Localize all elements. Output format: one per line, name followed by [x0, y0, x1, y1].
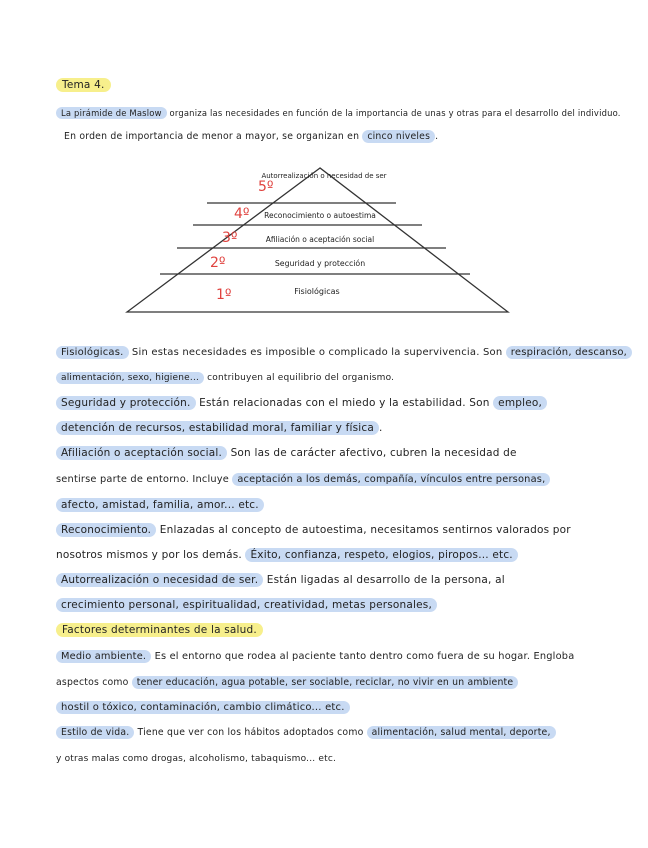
- medio-line-3: hostil o tóxico, contaminación, cambio climático... etc.: [56, 701, 350, 715]
- autorrealizacion-line-1: Autorrealización o necesidad de ser. Están ligadas al desarrollo de la persona, al: [56, 573, 505, 587]
- topic-title: Tema 4.: [56, 78, 111, 92]
- afiliacion-line-1: Afiliación o aceptación social. Son las de carácter afectivo, cubren la necesidad de: [56, 446, 517, 460]
- reconocimiento-line-1: Reconocimiento. Enlazadas al concepto de autoestima, necesitamos sentirnos valorados por: [56, 523, 571, 537]
- level-3-number: 3º: [222, 230, 238, 246]
- level-2-number: 2º: [210, 255, 226, 271]
- level-2-label: Seguridad y protección: [274, 259, 366, 268]
- fisiologicas-line-1: Fisiológicas. Sin estas necesidades es imposible o complicado la supervivencia. Son respiración, descanso,: [56, 346, 632, 360]
- factores-heading: Factores determinantes de la salud.: [56, 623, 263, 637]
- afiliacion-line-2: sentirse parte de entorno. Incluye aceptación a los demás, compañía, vínculos entre personas,: [56, 473, 550, 487]
- medio-line-1: Medio ambiente. Es el entorno que rodea al paciente tanto dentro como fuera de su hogar. Engloba: [56, 650, 574, 664]
- intro-line-1: La pirámide de Maslow organiza las necesidades en función de la importancia de unas y otras para el desarrollo del individuo.: [56, 106, 621, 120]
- medio-line-2: aspectos como tener educación, agua potable, ser sociable, reciclar, no vivir en un ambiente: [56, 676, 518, 690]
- maslow-pyramid-diagram: [110, 160, 520, 320]
- level-3-label: Afiliación o aceptación social: [265, 235, 375, 244]
- level-1-number: 1º: [216, 287, 232, 303]
- reconocimiento-line-2: nosotros mismos y por los demás. Éxito, confianza, respeto, elogios, piropos... etc.: [56, 548, 518, 562]
- estilo-line-2: y otras malas como drogas, alcoholismo, tabaquismo... etc.: [56, 754, 337, 764]
- fisiologicas-line-2: alimentación, sexo, higiene... contribuyen al equilibrio del organismo.: [56, 371, 394, 385]
- afiliacion-line-3: afecto, amistad, familia, amor... etc.: [56, 498, 264, 512]
- seguridad-line-1: Seguridad y protección. Están relacionadas con el miedo y la estabilidad. Son empleo,: [56, 396, 547, 410]
- level-5-number: 5º: [258, 179, 274, 195]
- intro-line-2: En orden de importancia de menor a mayor, se organizan en cinco niveles .: [64, 131, 439, 142]
- estilo-line-1: Estilo de vida. Tiene que ver con los hábitos adoptados como alimentación, salud mental, deporte,: [56, 726, 556, 740]
- level-5-label: Autorrealización o necesidad de ser: [261, 172, 387, 180]
- seguridad-line-2: detención de recursos, estabilidad moral, familiar y física .: [56, 421, 383, 435]
- level-4-label: Reconocimiento o autoestima: [264, 211, 376, 220]
- level-1-label: Fisiológicas: [294, 287, 340, 296]
- level-4-number: 4º: [234, 206, 250, 222]
- autorrealizacion-line-2: crecimiento personal, espiritualidad, creatividad, metas personales,: [56, 598, 437, 612]
